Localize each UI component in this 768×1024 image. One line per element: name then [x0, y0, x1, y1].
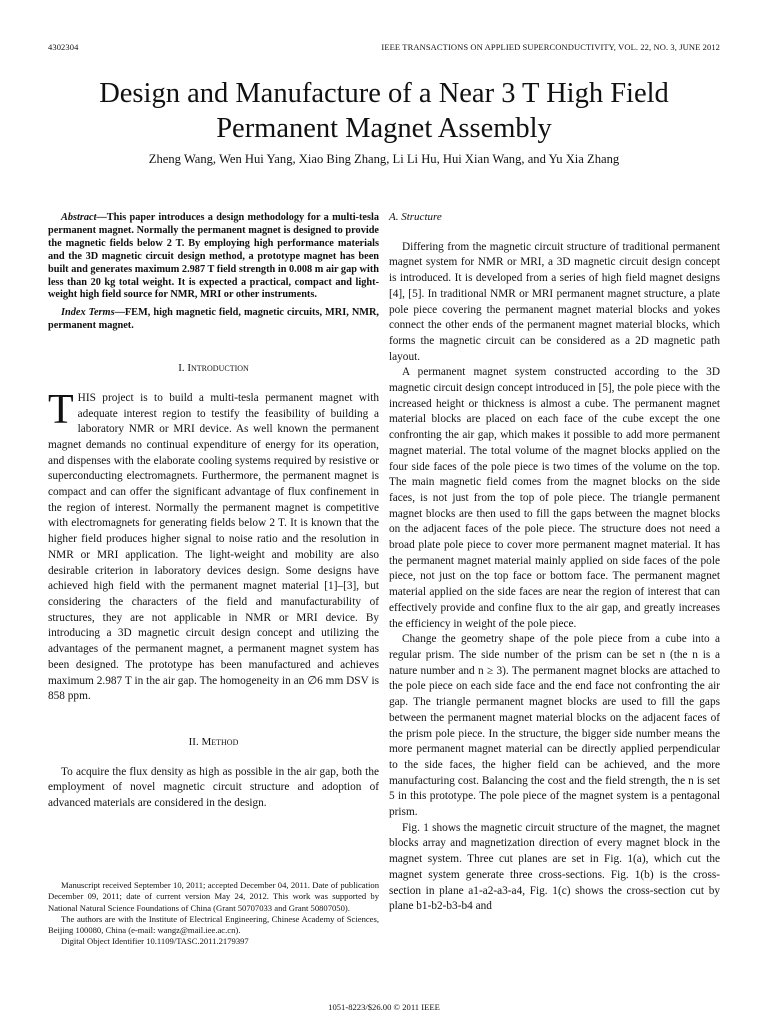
- footnote-manuscript: Manuscript received September 10, 2011; accepted December 04, 2011. Date of publication December 09, 2011; date of current version May 24, 2012. This work was supported by National Natural Science Foundations of China (Grant 50707033 and Grant 50807050).: [48, 880, 379, 913]
- footnote-affiliation: The authors are with the Institute of Electrical Engineering, Chinese Academy of Sciences, Beijing 100080, China (e-mail: wangz@mail.iee.ac.cn).: [48, 913, 379, 936]
- intro-paragraph: [48, 386, 379, 705]
- structure-paragraph-2: A permanent magnet system constructed according to the 3D magnetic circuit design concept introduced in [5], the pole piece with the increased height or thickness is almost a cube. The permanent magnet material blocks are placed on each face of the cube except the one confronting the air gap, which makes it possible to add more permanent magnet material. The total volume of the magnet blocks applied on the four side faces of the pole piece is two times of the volume on the top. The main magnetic field comes from the magnet blocks on the side faces, is not just from the top of pole piece. The triangle permanent magnet blocks are then used to fill the gaps between the magnet blocks on the adjacent faces of the pole piece. The structure does not need a broad plate pole piece to cover more permanent magnet material. It has the permanent magnet material mainly applied on side faces of the pole piece, not just on the top face or bottom face. The permanent magnet material applied on the side faces are near the region of interest that can effectively provide and confine flux to the air gap, and greatly increases the efficiency in weight of the pole piece.: [389, 366, 720, 630]
- method-paragraph: To acquire the flux density as high as possible in the air gap, both the employment of novel magnetic circuit structure and adoption of advanced materials are considered in the design.: [48, 765, 379, 810]
- abstract-lead: Abstract: [61, 212, 97, 223]
- section-heading-method: [48, 735, 379, 751]
- section-title: Method: [201, 735, 239, 748]
- abstract: [48, 212, 379, 302]
- right-column: [389, 210, 720, 915]
- index-terms-text: —FEM, high magnetic field, magnetic circuits, MRI, NMR, permanent magnet.: [48, 307, 379, 332]
- section-heading-introduction: [48, 361, 379, 377]
- journal-header: IEEE TRANSACTIONS ON APPLIED SUPERCONDUCTIVITY, VOL. 22, NO. 3, JUNE 2012: [381, 42, 720, 52]
- footnote: [48, 880, 379, 948]
- left-column: [48, 212, 379, 812]
- copyright-footer: 1051-8223/$26.00 © 2011 IEEE: [328, 1002, 440, 1012]
- author-list: Zheng Wang, Wen Hui Yang, Xiao Bing Zhang, Li Li Hu, Hui Xian Wang, and Yu Xia Zhang: [148, 152, 620, 166]
- structure-paragraph-4: Fig. 1 shows the magnetic circuit structure of the magnet, the magnet blocks array and magnetization direction of every magnet block in the magnet system. Three cut planes are set in Fig. 1(a), which cut the magnet system generate three cross-sections. Fig. 1(b) is the cross-section in plane a1-a2-a3-a4, Fig. 1(c) shows the cross-section cut by plane b1-b2-b3-b4 and: [389, 821, 720, 913]
- structure-paragraph-1: Differing from the magnetic circuit structure of traditional permanent magnet system for NMR or MRI, a 3D magnetic circuit design concept is introduced. It is developed from a series of high field magnet designs [4], [5]. In traditional NMR or MRI permanent magnet structure, a plate pole piece covering the permanent magnet material blocks and yokes connect the other ends of the permanent magnet material blocks, which forms the magnetic circuit can be considered as a 2D magnetic path layout.: [389, 240, 720, 363]
- index-terms-lead: Index Terms: [61, 307, 115, 319]
- page-number: 4302304: [48, 42, 79, 52]
- intro-text: HIS project is to build a multi-tesla permanent magnet with adequate interest region to testify the feasibility of building a laboratory NMR or MRI device. As well known the permanent magnet demands no continual expenditure of energy for its operation, and dispenses with the elaborate cooling systems required by resistive or superconducting electromagnets. Furthermore, the permanent magnet is compact and can offer the significant advantage of flux confinement in the region of interest. Normally the permanent magnet is competitive with electromagnets for generating fields below 2 T. It is known that the higher field produces higher signal to noise ratio and the resolution in NMR or MRI application. The light-weight and mobility are also desirable criterion in laboratory devices design. Some designs have achieved high field with the permanent magnet material [1]–[3], but considering the characters of the field and manufacturability of structures, they are not applicable in NMR or MRI device. By introducing a 3D magnetic circuit design concept and utilizing the advantages of the permanent magnet, a permanent magnet system has been designed. The prototype has been manufactured and achieves maximum 2.987 T in the air gap. The homogeneity in an ∅6 mm DSV is 858 ppm.: [48, 391, 379, 703]
- subsection-heading-structure: A. Structure: [389, 211, 442, 223]
- footnote-doi: Digital Object Identifier 10.1109/TASC.2011.2179397: [61, 936, 249, 947]
- paper-title: Design and Manufacture of a Near 3 T High Field Permanent Magnet Assembly: [99, 78, 669, 144]
- abstract-text: —This paper introduces a design methodology for a multi-tesla permanent magnet. Normally the permanent magnet is designed to provide the magnetic fields below 2 T. By employing high performance materials and the 3D magnetic circuit design method, a prototype magnet has been built and generates maximum 2.987 T field strength in 0.008 m air gap with less than 20 kg total weight. It is expected a practical, compact and light-weight high field source for NMR, MRI or other instruments.: [48, 212, 379, 301]
- index-terms: [48, 307, 379, 333]
- drop-cap: T: [48, 386, 74, 433]
- section-number: I.: [178, 362, 185, 375]
- section-number: II.: [188, 735, 199, 748]
- structure-paragraph-3: Change the geometry shape of the pole piece from a cube into a regular prism. The side number of the prism can be set n (the n is a nature number and n ≥ 3). The permanent magnet blocks are attached to the pole piece on each side face and the end face not confronting the air gap. The triangle permanent magnet blocks are used to fill the gaps between the permanent magnet material blocks on the adjacent faces of the prism pole piece. In the structure, the bigger side number means the more permanent magnet material can be directly applied perpendicular to the side faces, the higher field can be achieved, and the more manufacturing cost. Balancing the cost and the field strength, the n is set 5 in this prototype. The pole piece of the magnet system is a pentagonal prism.: [389, 633, 720, 819]
- section-title: Introduction: [187, 362, 249, 375]
